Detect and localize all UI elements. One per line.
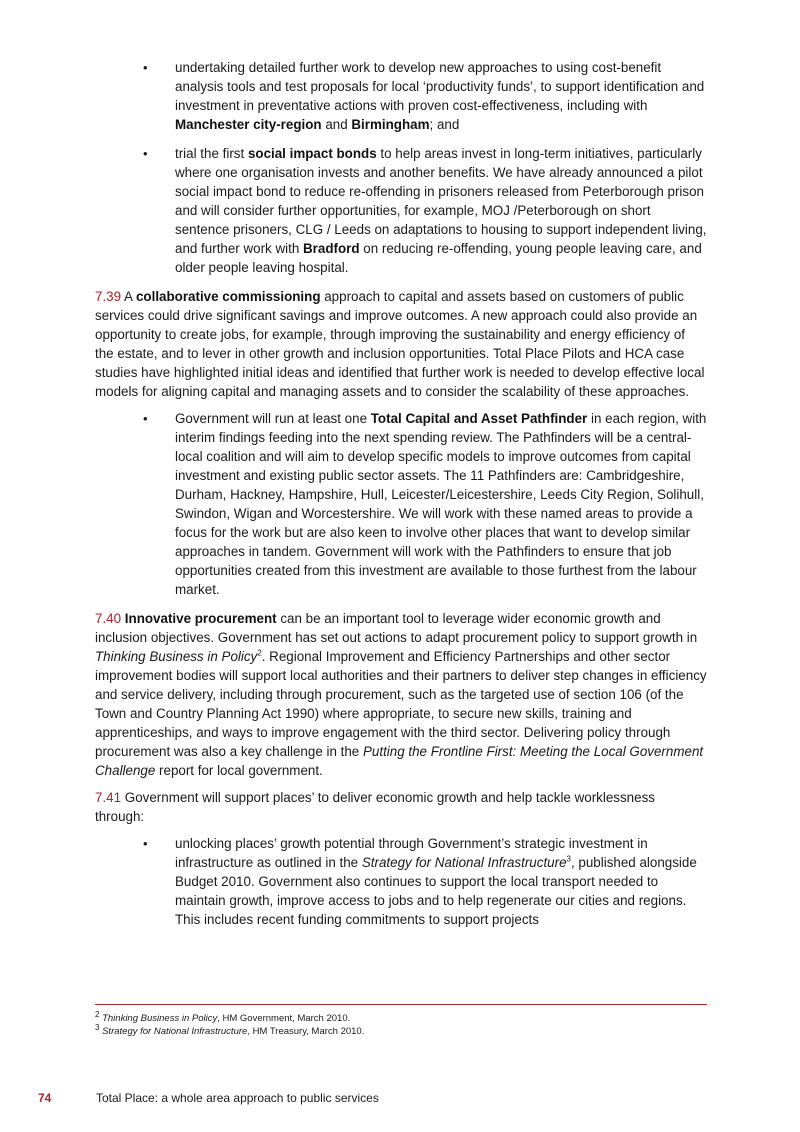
keyword-bradford: Bradford (303, 241, 360, 256)
text: report for local government. (155, 763, 323, 778)
footnotes (95, 1009, 707, 1038)
list-item (95, 144, 707, 277)
bullet-list-a (95, 58, 707, 277)
keyword-birmingham: Birmingham (351, 117, 430, 132)
main-content (95, 58, 707, 939)
text: Government will run at least one (175, 411, 371, 426)
text: Government will support places’ to deliver economic growth and help tackle worklessness through: (95, 790, 655, 824)
page-number: 74 (38, 1091, 52, 1105)
text: unlocking places’ growth potential through Government’s strategic investment in infrastructure as outlined in the (175, 836, 648, 870)
text: and (321, 117, 352, 132)
text: in each region, with interim findings feeding into the next spending review. The Pathfinders will be a central-local coalition and will aim to develop specific models to improve outcomes from capital investment and existing public sector assets. The 11 Pathfinders are: Cambridgeshire, Durham, Hackney, Hampshire, Hull, Leicester/Leicestershire, Leeds City Region, Solihull, Swindon, Wigan and Worcestershire. We will work with these named areas to provide a focus for the work but are also keen to involve other places that want to develop similar approaches in tandem. Government will work with the Pathfinders to ensure that job opportunities created from this investment are available to those furthest from the labour market. (175, 411, 707, 597)
bullet-icon: • (143, 146, 148, 161)
text: on reducing re-offending, young people leaving care, and older people leaving hospital. (175, 241, 702, 275)
paragraph-7-40 (95, 609, 707, 780)
text: undertaking detailed further work to develop new approaches to using cost-benefit analysis tools and test proposals for local ‘productivity funds’, to support identification and investment in preventative actions with proven cost-effectiveness, including with (175, 60, 705, 113)
footnote-ref[interactable]: 3 (566, 854, 571, 864)
text: trial the first (175, 146, 248, 161)
keyword-social-impact-bonds: social impact bonds (247, 146, 377, 161)
list-item (95, 834, 707, 929)
text: can be an important tool to leverage wider economic growth and inclusion objectives. Government has set out actions to adapt procurement policy to support growth in (95, 611, 698, 645)
paragraph-number: 7.40 (95, 611, 122, 626)
citation-title: Strategy for National Infrastructure (361, 855, 567, 870)
list-item (95, 409, 707, 599)
footnote-title: Thinking Business in Policy (102, 1013, 218, 1024)
footnote-text: , HM Government, March 2010. (217, 1013, 351, 1024)
paragraph-number: 7.41 (95, 790, 122, 805)
paragraph-7-39 (95, 287, 707, 401)
list-item (95, 58, 707, 134)
bullet-icon: • (143, 60, 148, 75)
text: to help areas invest in long-term initiatives, particularly where one organisation invests and another benefits. We have already announced a pilot social impact bond to reduce re-offending in prisoners released from Peterborough prison and will consider further opportunities, for example, MOJ /Peterborough on short sentence prisoners, CLG / Leeds on adaptations to housing to support independent living, and further work with (175, 146, 707, 256)
text: A (121, 289, 136, 304)
footnote (95, 1022, 707, 1038)
footnote-title: Strategy for National Infrastructure (102, 1026, 248, 1037)
text: . Regional Improvement and Efficiency Partnerships and other sector improvement bodies will support local authorities and their partners to deliver step changes in efficiency and service delivery, including through procurement, such as the targeted use of section 106 (of the Town and Country Planning Act 1990) where appropriate, to secure new skills, training and apprenticeships, and ways to improve engagement with the third sector. Delivering policy through procurement was also a key challenge in the (95, 649, 707, 759)
bullet-icon: • (143, 411, 148, 426)
text: ; and (429, 117, 460, 132)
citation-title: Putting the Frontline First: Meeting the Local Government Challenge (95, 744, 704, 778)
bullet-icon: • (143, 836, 148, 851)
footnote-ref[interactable]: 2 (257, 648, 262, 658)
page-footer (38, 1091, 738, 1107)
footnote-number: 3 (95, 1022, 100, 1032)
footnote-number: 2 (95, 1009, 100, 1019)
citation-title: Thinking Business in Policy (95, 649, 258, 664)
keyword-innovative-procurement: Innovative procurement (124, 611, 277, 626)
text: , published alongside Budget 2010. Government also continues to support the local transport needed to maintain growth, improve access to jobs and to help regenerate our cities and regions. This includes recent funding commitments to support projects (175, 855, 697, 927)
document-title: Total Place: a whole area approach to public services (96, 1091, 379, 1105)
footnote-divider (95, 1004, 707, 1005)
footnote (95, 1009, 707, 1025)
bullet-list-c (95, 834, 707, 929)
bullet-list-b (95, 409, 707, 599)
keyword-manchester: Manchester city-region (175, 117, 322, 132)
text: approach to capital and assets based on customers of public services could drive significant savings and improve outcomes. A new approach could also provide an opportunity to create jobs, for example, through improving the sustainability and energy efficiency of the estate, and to lever in other growth and inclusion opportunities. Total Place Pilots and HCA case studies have highlighted initial ideas and identified that further work is needed to develop effective local models for aligning capital and managing assets and to consider the scalability of these approaches. (95, 289, 705, 399)
paragraph-number: 7.39 (95, 289, 122, 304)
keyword-collaborative-commissioning: collaborative commissioning (135, 289, 321, 304)
keyword-pathfinder: Total Capital and Asset Pathfinder (370, 411, 588, 426)
paragraph-7-41 (95, 788, 707, 826)
footnote-text: , HM Treasury, March 2010. (247, 1026, 365, 1037)
